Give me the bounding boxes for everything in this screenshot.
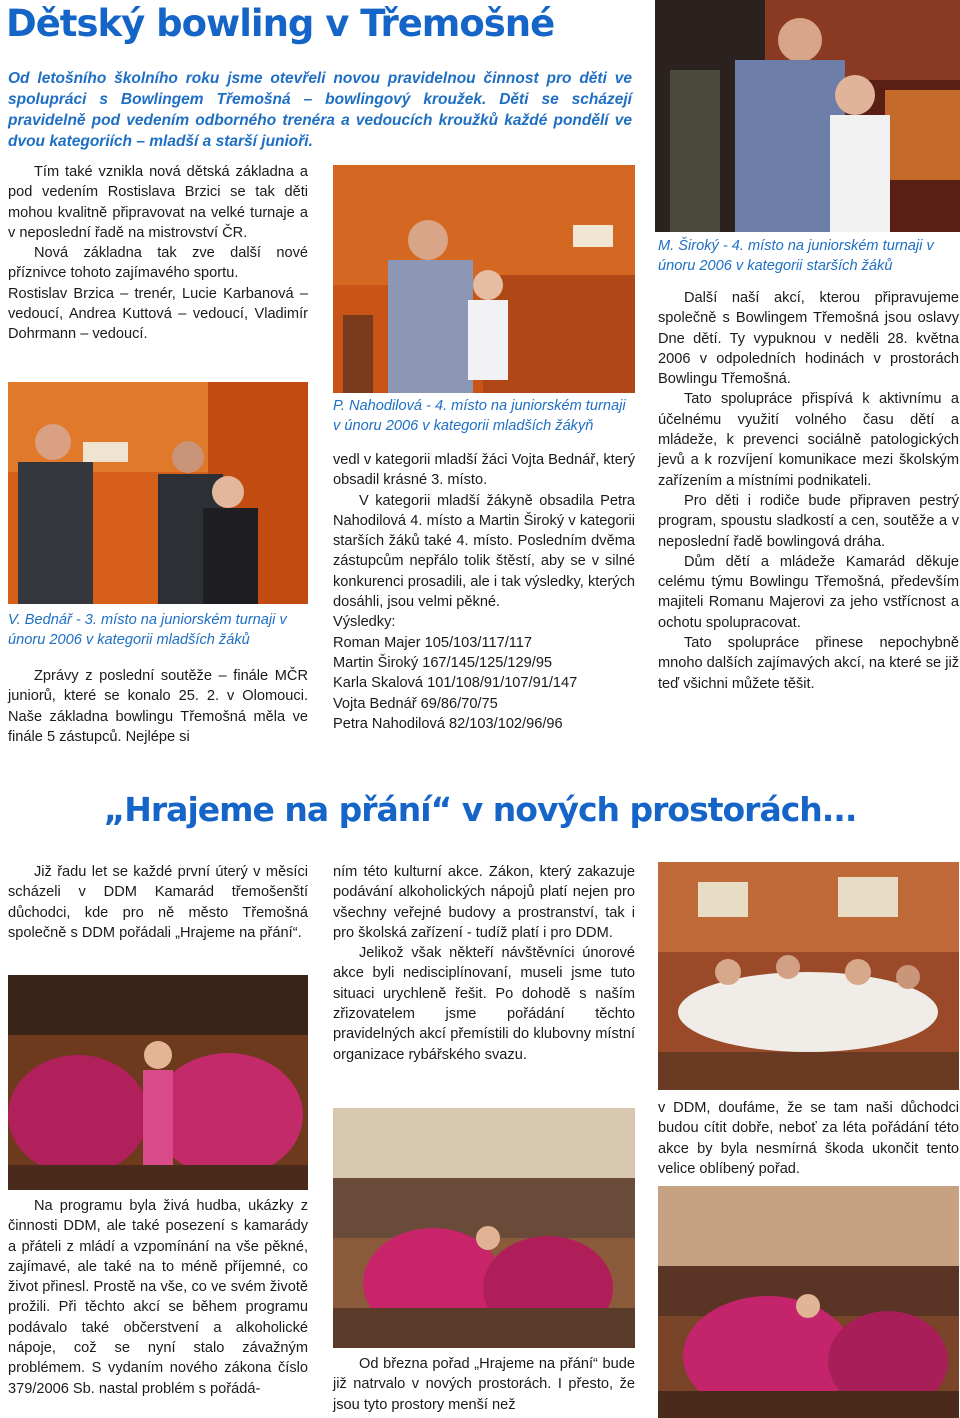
paragraph: Rostislav Brzica – trenér, Lucie Karbanová – vedoucí, Andrea Kuttová – vedoucí, Vladimír Dohrmann – vedoucí.: [8, 285, 308, 343]
article2-column2b: [333, 1354, 635, 1415]
paragraph: Pro děti i rodiče bude připraven pestrý program, spoustu sladkostí a cen, soutěže a v neposlední řadě bowlingová dráha.: [658, 492, 959, 550]
article2-column2a: [333, 862, 635, 1065]
photo-dancers-2: [333, 1108, 635, 1348]
article1-title: Dětský bowling v Třemošné: [6, 2, 555, 45]
result-row: Martin Široký 167/145/125/129/95: [333, 654, 553, 671]
paragraph: Další naší akcí, kterou připravujeme společně s Bowlingem Třemošná jsou oslavy Dne dětí. Ty vypuknou v neděli 28. května 2006 v odpoledních hodinách v prostorách Bowlingu Třemošná.: [658, 290, 959, 388]
article1-lead: Od letošního školního roku jsme otevřeli novou pravidelnou činnost pro děti ve spolupráci s Bowlingem Třemošná – bowlingový kroužek. Děti se scházejí pravidelně pod vedením odborného trenéra a vedoucích kroužků každé pondělí ve dvou kategoriích – mladší a starší junioři.: [8, 70, 632, 150]
photo-nahodilova: [333, 165, 635, 393]
results-label: Výsledky:: [333, 614, 396, 631]
photo-bednar: [8, 382, 308, 604]
paragraph: Dům dětí a mládeže Kamarád děkuje celému týmu Bowlingu Třemošná, především majiteli Romanu Majerovi za jeho vstřícnost a ochotu spolupracovat.: [658, 553, 959, 631]
result-row: Vojta Bednář 69/86/70/75: [333, 695, 498, 712]
result-row: Petra Nahodilová 82/103/102/96/96: [333, 715, 563, 732]
paragraph: Na programu byla živá hudba, ukázky z činnosti DDM, ale také posezení s kamarády a přáteli z mládí a vzpomínání na vše pěkné, zajímavé, ale také na to méně příjemné, co život přinesl. Prostě na vše, co ve svém životě prožili. Při těchto akcí se během programu podávalo také občerstvení a alkoholické nápoje, což se nyní stalo závažným problémem. S vydaním nového zákona číslo 379/2006 Sb. nastal problém s pořádá-: [8, 1198, 308, 1397]
article1-column2: [333, 450, 635, 734]
article2-column3: [658, 1098, 959, 1179]
paragraph: Tato spolupráce přispívá k aktivnímu a účelnému využití volného času dětí a mládeže, k prevenci sociálně patologických jevů a k rozvíjení komunikace mezi školským zařízením a místními podnikateli.: [658, 391, 959, 489]
paragraph: Tato spolupráce přinese nepochybně mnoho dalších zajímavých akcí, na které se již teď všichni můžete těšit.: [658, 635, 959, 692]
caption-nahodilova: P. Nahodilová - 4. místo na juniorském turnaji v únoru 2006 v kategorii mladších žákyň: [333, 398, 626, 435]
paragraph: Již řadu let se každé první úterý v měsíci scházeli v DDM Kamarád třemošenští důchodci, kde pro ně město Třemošná společně s DDM pořádali „Hrajeme na přání“.: [8, 864, 308, 941]
paragraph: Od března pořad „Hrajeme na přání“ bude již natrvalo v nových prostorách. I přesto, že jsou tyto prostory menší než: [333, 1356, 635, 1413]
photo-audience: [658, 862, 959, 1090]
photo-dancers-3: [658, 1186, 959, 1418]
photo-siroky: [655, 0, 960, 232]
paragraph: Zprávy z poslední soutěže – finále MČR juniorů, které se konalo 25. 2. v Olomouci. Naše základna bowlingu Třemošná měla ve finále 5 zástupců. Nejlépe si: [8, 668, 308, 745]
result-row: Roman Majer 105/103/117/117: [333, 634, 533, 651]
result-row: Karla Skalová 101/108/91/107/91/147: [333, 675, 578, 692]
article2-title: „Hrajeme na přání“ v nových prostorách...: [103, 790, 857, 829]
article1-column1b: [8, 666, 308, 747]
paragraph: Jelikož však někteří návštěvníci únorové akce byli nedisciplínovaní, museli jsme tuto situaci urychleně řešit. Po dohodě s naším zřizovatelem jsme pořádání těchto pravidelných akcí přemístili do klubovny místní organizace rybářského svazu.: [333, 945, 635, 1063]
results-list: [333, 612, 635, 734]
caption-siroky: M. Široký - 4. místo na juniorském turnaji v únoru 2006 v kategorii starších žáků: [658, 238, 934, 275]
paragraph: ním této kulturní akce. Zákon, který zakazuje podávání alkoholických nápojů platí nejen pro všechny veřejné budovy a prostranství, tak i pro školská zařízení - tudíž platí i pro DDM.: [333, 864, 635, 941]
paragraph: vedl v kategorii mladší žáci Vojta Bednář, který obsadil krásné 3. místo.: [333, 452, 635, 489]
paragraph: Tím také vznikla nová dětská základna a pod vedením Rostislava Brzici se tak děti mohou kvalitně připravovat na velké turnaje a v neposlední řadě na mistrovství ČR.: [8, 164, 308, 241]
paragraph: Nová základna tak zve další nové příznivce tohoto zajímavého sportu.: [8, 245, 308, 282]
article1-column3: [658, 288, 959, 694]
paragraph: V kategorii mladší žákyně obsadila Petra Nahodilová 4. místo a Martin Široký v kategorii starších žáků také 4. místo. Posledním dvěma zástupcům nepřálo tolik štěstí, aby se v silné konkurenci prosadili, ale i tak výsledky, kterých dosáhli, jsou velmi pěkné.: [333, 492, 635, 611]
article2-column1b: [8, 1196, 308, 1399]
article2-column1a: [8, 862, 308, 943]
article1-column1: [8, 162, 308, 345]
caption-bednar: V. Bednář - 3. místo na juniorském turnaji v únoru 2006 v kategorii mladších žáků: [8, 612, 287, 649]
paragraph: v DDM, doufáme, že se tam naši důchodci budou cítit dobře, neboť za léta pořádání této akce by byla nesmírná škoda ukončit tento velice oblíbený pořad.: [658, 1100, 959, 1177]
photo-dancers-1: [8, 975, 308, 1190]
